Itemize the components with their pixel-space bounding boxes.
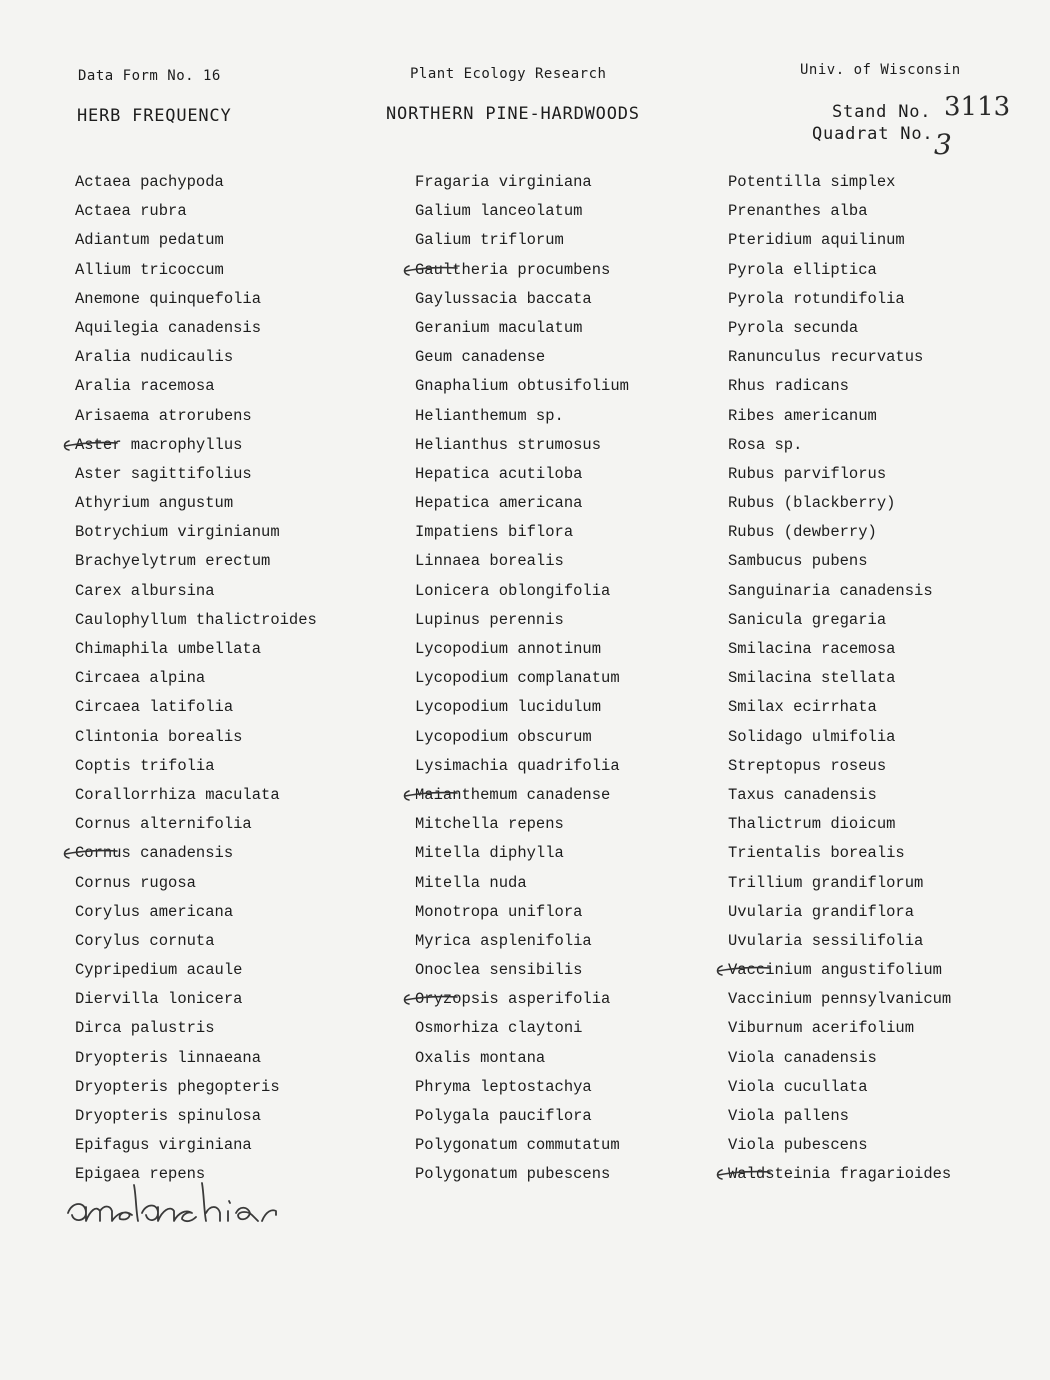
species-item [415, 1014, 629, 1043]
species-item [415, 1131, 629, 1160]
species-item [415, 1073, 629, 1102]
species-item [75, 431, 317, 460]
quadrat-number-label: Quadrat No. [812, 124, 934, 144]
species-item [728, 402, 951, 431]
quadrat-number-value: 3 [934, 128, 952, 161]
species-name: Gaultheria procumbens [415, 260, 611, 279]
species-name: Brachyelytrum erectum [75, 552, 271, 571]
species-name: Hepatica americana [415, 494, 583, 513]
species-name: Mitella nuda [415, 873, 527, 892]
species-item [728, 285, 951, 314]
species-item [728, 577, 951, 606]
species-item [75, 1073, 317, 1102]
species-name: Smilax ecirrhata [728, 698, 877, 717]
species-column-2 [415, 168, 629, 1190]
species-name: Cornus alternifolia [75, 815, 252, 834]
species-name: Rubus parviflorus [728, 464, 887, 483]
species-item [728, 810, 951, 839]
species-name: Vaccinium pennsylvanicum [728, 990, 952, 1009]
species-name: Solidago ulmifolia [728, 727, 896, 746]
handwritten-check-mark-icon [61, 439, 119, 453]
stand-number-label: Stand No. [832, 102, 932, 122]
species-item [728, 723, 951, 752]
species-name: Rhus radicans [728, 377, 849, 396]
species-name: Allium tricoccum [75, 260, 224, 279]
species-item [75, 606, 317, 635]
species-name: Caulophyllum thalictroides [75, 610, 317, 629]
species-item [415, 781, 629, 810]
species-item [728, 460, 951, 489]
species-item [75, 489, 317, 518]
species-name: Rubus (dewberry) [728, 523, 877, 542]
species-name: Galium lanceolatum [415, 202, 583, 221]
species-item [728, 956, 951, 985]
species-name: Chimaphila umbellata [75, 640, 262, 658]
form-number-label: Data Form No. 16 [78, 68, 221, 84]
species-name: Pyrola secunda [728, 318, 859, 337]
species-item [75, 460, 317, 489]
species-item [728, 1014, 951, 1043]
species-name: Athyrium angustum [75, 494, 234, 513]
species-name: Impatiens biflora [415, 523, 574, 542]
species-item [728, 693, 951, 722]
species-name: Pteridium aquilinum [728, 231, 905, 250]
species-item [728, 168, 951, 197]
species-item [415, 343, 629, 372]
species-name: Lycopodium obscurum [415, 727, 592, 746]
species-item [728, 664, 951, 693]
species-name: Sanicula gregaria [728, 610, 887, 629]
species-item [415, 431, 629, 460]
species-item [415, 927, 629, 956]
species-item [75, 810, 317, 839]
species-name: Viola pallens [728, 1107, 849, 1125]
species-name: Smilacina stellata [728, 669, 896, 688]
species-column-1 [75, 168, 317, 1190]
species-name: Taxus canadensis [728, 785, 877, 804]
species-name: Adiantum pedatum [75, 231, 224, 250]
species-name: Coptis trifolia [75, 756, 215, 775]
handwritten-check-mark-icon [401, 789, 459, 803]
species-item [415, 898, 629, 927]
species-item [415, 314, 629, 343]
species-item [728, 635, 951, 664]
form-title: HERB FREQUENCY [77, 106, 232, 126]
species-item [75, 635, 317, 664]
species-name: Circaea latifolia [75, 698, 234, 717]
species-item [415, 460, 629, 489]
species-name: Rubus (blackberry) [728, 494, 896, 513]
species-item [415, 956, 629, 985]
species-name: Cypripedium acaule [75, 961, 243, 980]
species-name: Viola pubescens [728, 1136, 868, 1155]
species-item [75, 1014, 317, 1043]
forest-type-title: NORTHERN PINE-HARDWOODS [386, 104, 640, 124]
species-item [415, 723, 629, 752]
species-name: Phryma leptostachya [415, 1077, 592, 1096]
species-item [75, 372, 317, 401]
species-name: Hepatica acutiloba [415, 464, 583, 483]
species-name: Fragaria virginiana [415, 173, 592, 191]
species-name: Botrychium virginianum [75, 523, 280, 542]
species-item [415, 285, 629, 314]
species-name: Oxalis montana [415, 1048, 546, 1067]
species-item [75, 869, 317, 898]
species-item [728, 314, 951, 343]
species-name: Carex albursina [75, 581, 215, 600]
species-name: Waldsteinia fragarioides [728, 1165, 952, 1184]
species-name: Lycopodium annotinum [415, 640, 602, 658]
species-item [75, 664, 317, 693]
species-item [728, 226, 951, 255]
species-item [75, 402, 317, 431]
species-name: Uvularia grandiflora [728, 902, 915, 921]
handwritten-check-mark-icon [714, 1168, 772, 1182]
species-name: Viola canadensis [728, 1048, 877, 1067]
species-item [75, 577, 317, 606]
handwritten-check-mark-icon [714, 964, 772, 978]
species-name: Corallorrhiza maculata [75, 785, 280, 804]
species-item [728, 985, 951, 1014]
species-name: Trientalis borealis [728, 844, 905, 863]
stand-number-value: 3113 [944, 92, 1011, 122]
species-name: Mitella diphylla [415, 844, 564, 863]
species-name: Aster sagittifolius [75, 464, 252, 483]
species-name: Linnaea borealis [415, 552, 564, 571]
program-label: Plant Ecology Research [410, 66, 607, 82]
species-name: Dryopteris linnaeana [75, 1048, 262, 1067]
species-item [415, 518, 629, 547]
species-name: Lupinus perennis [415, 610, 564, 629]
handwritten-amelanchier-note [62, 1175, 342, 1245]
species-name: Gnaphalium obtusifolium [415, 377, 629, 396]
species-name: Mitchella repens [415, 815, 564, 834]
species-name: Polygala pauciflora [415, 1107, 592, 1125]
species-name: Lycopodium lucidulum [415, 698, 602, 717]
species-item [75, 1044, 317, 1073]
species-item [728, 547, 951, 576]
species-name: Epifagus virginiana [75, 1136, 252, 1155]
species-item [75, 839, 317, 868]
species-name: Lycopodium complanatum [415, 669, 620, 688]
species-item [415, 1160, 629, 1189]
species-item [75, 518, 317, 547]
species-item [75, 256, 317, 285]
species-name: Dirca palustris [75, 1019, 215, 1038]
species-name: Epigaea repens [75, 1165, 206, 1184]
species-item [75, 1102, 317, 1131]
species-item [728, 898, 951, 927]
species-name: Viburnum acerifolium [728, 1019, 915, 1038]
species-name: Viola cucullata [728, 1077, 868, 1096]
species-item [415, 402, 629, 431]
species-name: Dryopteris phegopteris [75, 1077, 280, 1096]
species-name: Polygonatum pubescens [415, 1165, 611, 1184]
species-item [415, 810, 629, 839]
species-item [75, 197, 317, 226]
species-item [728, 1073, 951, 1102]
species-name: Actaea pachypoda [75, 173, 224, 191]
species-name: Arisaema atrorubens [75, 406, 252, 425]
species-item [728, 343, 951, 372]
species-name: Cornus rugosa [75, 873, 196, 892]
species-item [728, 839, 951, 868]
species-name: Pyrola elliptica [728, 260, 877, 279]
species-name: Geum canadense [415, 348, 546, 367]
species-name: Osmorhiza claytoni [415, 1019, 583, 1038]
species-item [75, 723, 317, 752]
species-name: Clintonia borealis [75, 727, 243, 746]
species-name: Lysimachia quadrifolia [415, 756, 620, 775]
species-item [728, 1131, 951, 1160]
species-item [75, 898, 317, 927]
species-item [415, 372, 629, 401]
species-item [415, 547, 629, 576]
species-name: Rosa sp. [728, 435, 803, 454]
species-name: Helianthemum sp. [415, 406, 564, 425]
species-item [415, 1102, 629, 1131]
species-name: Trillium grandiflorum [728, 873, 924, 892]
species-item [415, 197, 629, 226]
species-name: Uvularia sessilifolia [728, 931, 924, 950]
species-item [415, 664, 629, 693]
species-item [728, 606, 951, 635]
species-item [415, 256, 629, 285]
species-item [415, 577, 629, 606]
species-item [728, 869, 951, 898]
species-name: Aralia racemosa [75, 377, 215, 396]
species-name: Circaea alpina [75, 669, 206, 688]
species-name: Corylus americana [75, 902, 234, 921]
species-item [728, 256, 951, 285]
species-item [728, 431, 951, 460]
species-name: Cornus canadensis [75, 844, 234, 863]
species-item [75, 752, 317, 781]
species-name: Monotropa uniflora [415, 902, 583, 921]
species-name: Actaea rubra [75, 202, 187, 221]
species-item [75, 285, 317, 314]
species-name: Gaylussacia baccata [415, 289, 592, 308]
species-item [75, 343, 317, 372]
species-name: Galium triflorum [415, 231, 564, 250]
species-name: Vaccinium angustifolium [728, 961, 942, 980]
species-name: Streptopus roseus [728, 756, 887, 775]
species-name: Corylus cornuta [75, 931, 215, 950]
species-name: Aralia nudicaulis [75, 348, 234, 367]
species-item [415, 693, 629, 722]
species-item [75, 314, 317, 343]
species-name: Prenanthes alba [728, 202, 868, 221]
species-name: Aster macrophyllus [75, 435, 243, 454]
species-name: Sanguinaria canadensis [728, 581, 933, 600]
species-name: Geranium maculatum [415, 318, 583, 337]
species-item [75, 927, 317, 956]
species-name: Helianthus strumosus [415, 435, 602, 454]
species-item [728, 1044, 951, 1073]
species-item [75, 693, 317, 722]
species-item [728, 752, 951, 781]
species-item [75, 547, 317, 576]
species-item [415, 1044, 629, 1073]
species-name: Lonicera oblongifolia [415, 581, 611, 600]
species-item [75, 226, 317, 255]
species-item [415, 752, 629, 781]
species-item [415, 985, 629, 1014]
species-item [728, 489, 951, 518]
species-item [415, 226, 629, 255]
species-column-3 [728, 168, 951, 1190]
species-name: Anemone quinquefolia [75, 289, 262, 308]
species-item [728, 518, 951, 547]
species-name: Oryzopsis asperifolia [415, 990, 611, 1009]
species-item [728, 1102, 951, 1131]
handwritten-check-mark-icon [401, 993, 459, 1007]
species-name: Polygonatum commutatum [415, 1136, 620, 1155]
species-item [415, 168, 629, 197]
species-item [728, 197, 951, 226]
handwritten-check-mark-icon [61, 847, 119, 861]
species-name: Onoclea sensibilis [415, 961, 583, 980]
species-name: Maianthemum canadense [415, 785, 611, 804]
species-item [75, 956, 317, 985]
species-item [75, 1131, 317, 1160]
species-name: Sambucus pubens [728, 552, 868, 571]
species-name: Thalictrum dioicum [728, 815, 896, 834]
species-item [75, 985, 317, 1014]
species-item [728, 781, 951, 810]
university-label: Univ. of Wisconsin [800, 62, 961, 78]
species-item [75, 781, 317, 810]
species-item [728, 1160, 951, 1189]
species-name: Aquilegia canadensis [75, 318, 262, 337]
species-name: Pyrola rotundifolia [728, 289, 905, 308]
species-name: Myrica asplenifolia [415, 931, 592, 950]
species-item [415, 869, 629, 898]
species-name: Ranunculus recurvatus [728, 348, 924, 367]
species-name: Diervilla lonicera [75, 990, 243, 1009]
species-name: Smilacina racemosa [728, 640, 896, 658]
species-item [415, 635, 629, 664]
species-item [415, 489, 629, 518]
species-item [75, 168, 317, 197]
species-item [415, 606, 629, 635]
species-item [415, 839, 629, 868]
species-item [728, 927, 951, 956]
species-name: Dryopteris spinulosa [75, 1107, 262, 1125]
species-name: Ribes americanum [728, 406, 877, 425]
species-name: Potentilla simplex [728, 173, 896, 191]
species-item [728, 372, 951, 401]
handwritten-check-mark-icon [401, 264, 459, 278]
